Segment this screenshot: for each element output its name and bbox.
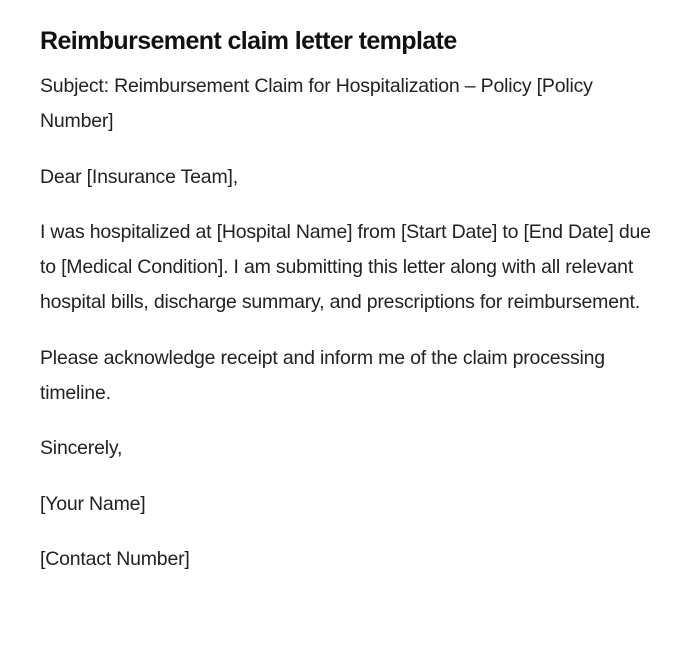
salutation: Dear [Insurance Team], bbox=[40, 165, 238, 188]
closing: Sincerely, bbox=[40, 437, 123, 460]
signature-name: [Your Name] bbox=[40, 492, 146, 515]
body-paragraph: I was hospitalized at [Hospital Name] from [Start Date] to [End Date] due to [Medical Condition]. I am submitting this letter along with all relevant hospital bills, discharge summary, and prescriptions for reimbursement. bbox=[40, 220, 651, 314]
signature-contact: [Contact Number] bbox=[40, 547, 190, 570]
letter-template bbox=[40, 24, 660, 597]
subject-line: Subject: Reimbursement Claim for Hospitalization – Policy [Policy Number] bbox=[40, 75, 593, 133]
request-paragraph: Please acknowledge receipt and inform me of the claim processing timeline. bbox=[40, 346, 605, 405]
page-title: Reimbursement claim letter template bbox=[40, 27, 457, 55]
